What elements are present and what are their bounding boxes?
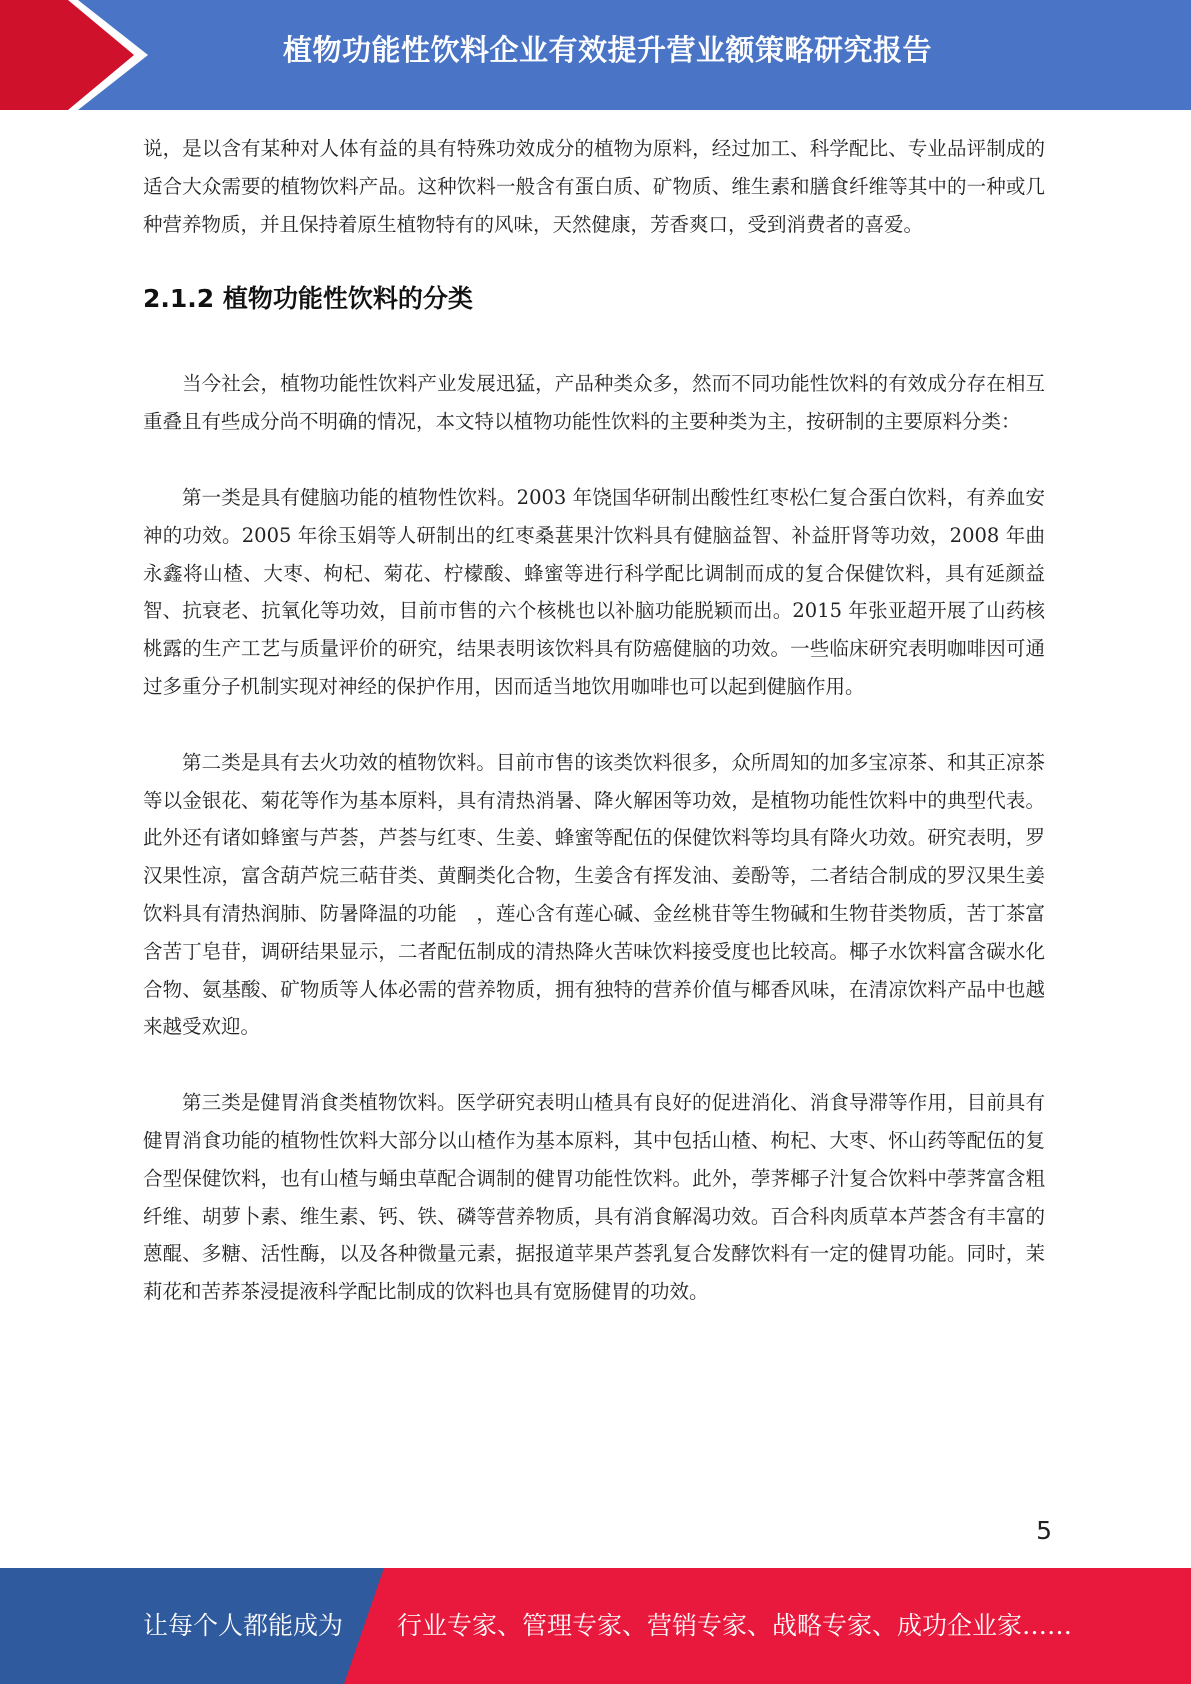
body-paragraph: 第二类是具有去火功效的植物饮料。目前市售的该类饮料很多，众所周知的加多宝凉茶、和其正凉茶等以金银花、菊花等作为基本原料，具有清热消暑、降火解困等功效，是植物功能性饮料中的典型代表。此外还有诸如蜂蜜与芦荟，芦荟与红枣、生姜、蜂蜜等配伍的保健饮料等均具有降火功效。研究表明，罗汉果性凉，富含葫芦烷三萜苷类、黄酮类化合物，生姜含有挥发油、姜酚等，二者结合制成的罗汉果生姜饮料具有清热润肺、防暑降温的功能 ，莲心含有莲心碱、金丝桃苷等生物碱和生物苷类物质，苦丁茶富含苦丁皂苷，调研结果显示，二者配伍制成的清热降火苦味饮料接受度也比较高。椰子水饮料富含碳水化合物、氨基酸、矿物质等人体必需的营养物质，拥有独特的营养价值与椰香风味，在清凉饮料产品中也越来越受欢迎。 [143, 750, 1045, 1039]
main-content [143, 130, 1045, 1311]
page-header [0, 0, 1191, 110]
header-arrow-icon [0, 0, 160, 110]
body-paragraph: 当今社会，植物功能性饮料产业发展迅猛，产品种类众多，然而不同功能性饮料的有效成分存在相互重叠且有些成分尚不明确的情况，本文特以植物功能性饮料的主要种类为主，按研制的主要原料分类： [143, 372, 1045, 434]
body-paragraph: 第三类是健胃消食类植物饮料。医学研究表明山楂具有良好的促进消化、消食导滞等作用，目前具有健胃消食功能的植物性饮料大部分以山楂作为基本原料，其中包括山楂、枸杞、大枣、怀山药等配伍的复合型保健饮料，也有山楂与蛹虫草配合调制的健胃功能性饮料。此外，荸荠椰子汁复合饮料中荸荠富含粗纤维、胡萝卜素、维生素、钙、铁、磷等营养物质，具有消食解渴功效。百合科肉质草本芦荟含有丰富的蒽醌、多糖、活性酶，以及各种微量元素，据报道苹果芦荟乳复合发酵饮料有一定的健胃功能。同时，茉莉花和苦荞茶浸提液科学配比制成的饮料也具有宽肠健胃的功效。 [143, 1091, 1045, 1304]
footer-slogan-left: 让每个人都能成为 [143, 1611, 344, 1640]
body-paragraph: 第一类是具有健脑功能的植物性饮料。2003 年饶国华研制出酸性红枣松仁复合蛋白饮料，有养血安神的功效。2005 年徐玉娟等人研制出的红枣桑葚果汁饮料具有健脑益智、补益肝肾等功效，2008 年曲永鑫将山楂、大枣、枸杞、菊花、柠檬酸、蜂蜜等进行科学配比调制而成的复合保健饮料，具有延颜益智、抗衰老、抗氧化等功效，目前市售的六个核桃也以补脑功能脱颖而出。2015 年张亚超开展了山药核桃露的生产工艺与质量评价的研究，结果表明该饮料具有防癌健脑的功效。一些临床研究表明咖啡因可通过多重分子机制实现对神经的保护作用，因而适当地饮用咖啡也可以起到健脑作用。 [143, 485, 1045, 698]
page-number: 5 [1036, 1516, 1052, 1545]
paragraph-spacer [143, 1046, 1045, 1084]
intro-paragraph: 说，是以含有某种对人体有益的具有特殊功效成分的植物为原料，经过加工、科学配比、专业品评制成的适合大众需要的植物饮料产品。这种饮料一般含有蛋白质、矿物质、维生素和膳食纤维等其中的一种或几种营养物质，并且保持着原生植物特有的风味，天然健康，芳香爽口，受到消费者的喜爱。 [143, 137, 1045, 236]
paragraph-spacer [143, 706, 1045, 744]
footer-slogan-right: 行业专家、管理专家、营销专家、战略专家、成功企业家…… [397, 1611, 1073, 1640]
page-footer [0, 1568, 1191, 1684]
paragraph-spacer [143, 441, 1045, 479]
document-title: 植物功能性饮料企业有效提升营业额策略研究报告 [282, 33, 932, 67]
section-heading: 2.1.2 植物功能性饮料的分类 [143, 284, 473, 314]
